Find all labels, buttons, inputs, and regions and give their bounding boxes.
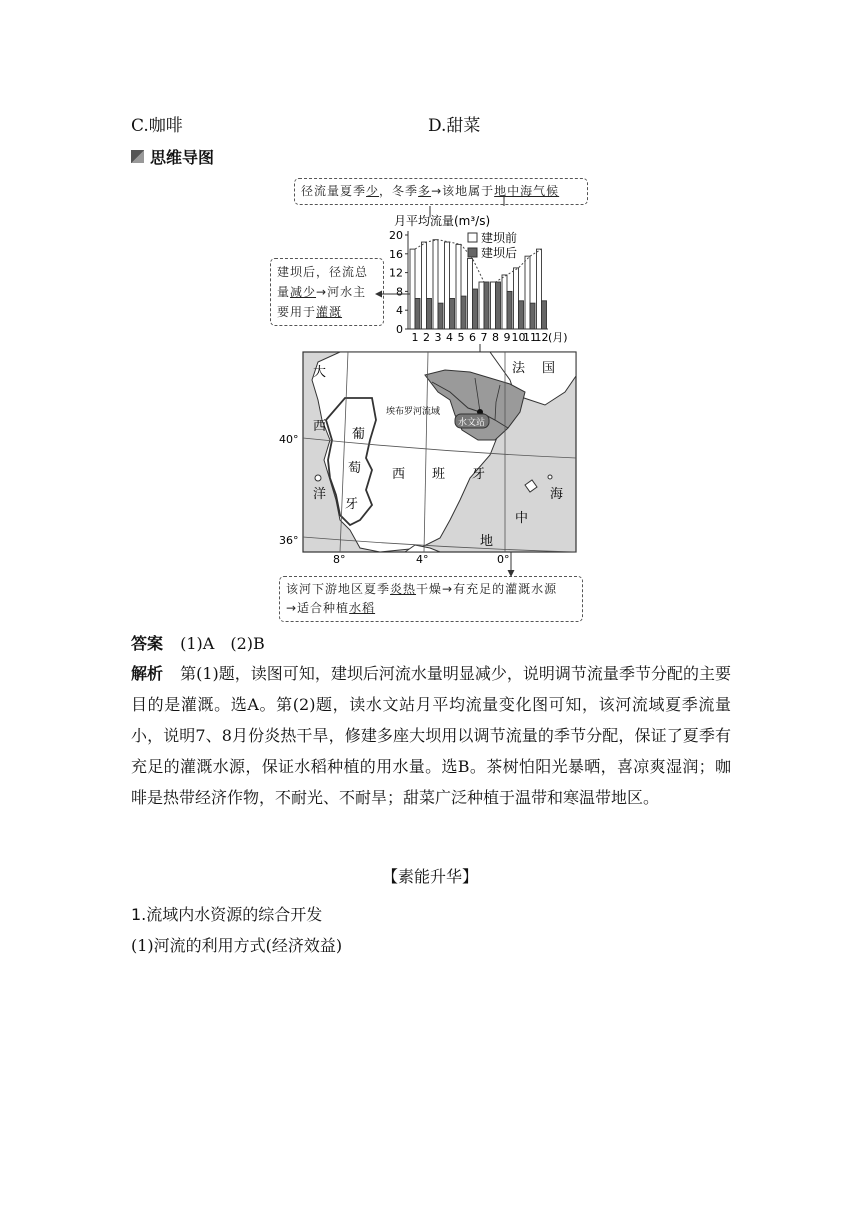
y-tick-label: 20 xyxy=(389,229,403,242)
box-text: 该河下游地区夏季 xyxy=(286,582,391,596)
lon-4: 4° xyxy=(416,553,429,566)
x-tick-label: 11 xyxy=(523,331,537,344)
bar-before xyxy=(433,240,438,329)
legend-swatch-before xyxy=(468,233,477,242)
box-text: 要用于 xyxy=(277,305,317,319)
box-underline: 炎热 xyxy=(390,582,417,596)
x-tick-label: 5 xyxy=(457,331,465,344)
label-tao: 萄 xyxy=(348,461,362,476)
bars xyxy=(410,240,547,329)
answer-text: (1)A (2)B xyxy=(180,634,265,653)
subheading-1: 1.流域内水资源的综合开发 xyxy=(131,905,323,924)
bar-after xyxy=(496,282,501,329)
bar-after xyxy=(542,301,547,329)
flow-chart xyxy=(389,213,568,344)
box-text: 径流量夏季 xyxy=(301,184,367,198)
section-title: 思维导图 xyxy=(150,148,215,167)
bar-after xyxy=(427,298,432,329)
x-tick-label: 8 xyxy=(492,331,499,344)
x-tick-label: 12 xyxy=(534,331,549,344)
y-tick-label: 8 xyxy=(396,285,403,299)
bar-before xyxy=(502,275,507,329)
x-tick-label: 4 xyxy=(446,331,453,344)
answer-line xyxy=(131,628,731,659)
bar-before xyxy=(410,249,415,329)
label-xi: 西 xyxy=(313,419,327,434)
box-underline: 地中海气候 xyxy=(494,184,560,198)
bar-after xyxy=(484,282,489,329)
box-underline: 少 xyxy=(366,184,380,198)
y-tick-label: 0 xyxy=(396,323,403,336)
label-zhong: 中 xyxy=(515,511,529,526)
x-tick-label: 2 xyxy=(423,331,430,344)
label-yang: 洋 xyxy=(313,487,327,502)
label-fa: 法 xyxy=(512,361,526,376)
box-underline: 减少 xyxy=(290,285,317,299)
bar-before xyxy=(468,259,473,330)
x-tick-label: 6 xyxy=(469,331,476,344)
box-underline: 多 xyxy=(418,184,432,198)
analysis-label: 解析 xyxy=(131,664,164,683)
bar-before xyxy=(479,282,484,329)
bar-after xyxy=(415,298,420,329)
bar-after xyxy=(473,289,478,329)
answer-label: 答案 xyxy=(131,634,164,653)
bar-before xyxy=(537,249,542,329)
bar-before xyxy=(525,256,530,329)
box-text: ，冬季 xyxy=(379,184,419,198)
y-tick-label: 16 xyxy=(389,247,403,261)
x-tick-label: 7 xyxy=(480,331,488,344)
box-text: 干燥→有充足的灌溉水源 xyxy=(416,582,558,596)
legend-swatch-after xyxy=(468,248,477,257)
label-guo: 国 xyxy=(542,361,556,376)
x-tick-label: 1 xyxy=(411,331,419,344)
x-unit-label: (月) xyxy=(548,331,568,344)
bar-after xyxy=(461,296,466,329)
island xyxy=(548,475,552,479)
bar-before xyxy=(491,282,496,329)
island xyxy=(315,475,321,481)
x-tick-label: 3 xyxy=(434,331,442,344)
option-d: D.甜菜 xyxy=(428,116,481,136)
analysis-text: 第(1)题，读图可知，建坝后河流水量明显减少，说明调节流量季节分配的主要目的是灌溉。选A。第(2)题，读水文站月平均流量变化图可知，该河流域夏季流量小，说明7、8月份炎热干旱，修建多座大坝用以调节流量的季节分配，保证了夏季有充足的灌溉水源，保证水稻种植的用水量。选B。茶树怕阳光暴晒，喜凉爽湿润；咖啡是热带经济作物，不耐光、不耐旱；甜菜广泛种植于温带和寒温带地区。 xyxy=(131,664,731,807)
box-text: →该地属于 xyxy=(431,184,495,198)
lat-36: 36° xyxy=(279,534,299,547)
box-underline: 灌溉 xyxy=(316,305,343,319)
subheading-2: (1)河流的利用方式(经济效益) xyxy=(131,936,343,955)
label-pu: 葡 xyxy=(352,427,366,442)
box-underline: 水稻 xyxy=(349,601,376,615)
y-tick-label: 12 xyxy=(389,266,403,280)
lon-0: 0° xyxy=(497,553,510,566)
option-c: C.咖啡 xyxy=(131,116,183,136)
x-tick-label: 9 xyxy=(503,331,511,344)
bar-before xyxy=(422,242,427,329)
bar-after xyxy=(450,298,455,329)
label-hai: 海 xyxy=(550,487,564,502)
bar-before xyxy=(514,268,519,329)
box-text: →适合种植 xyxy=(286,601,350,615)
x-tick-label: 10 xyxy=(511,331,526,344)
label-ban: 班 xyxy=(432,467,446,482)
iberia-map xyxy=(279,352,576,566)
bar-before xyxy=(445,242,450,329)
label-da: 大 xyxy=(313,365,327,380)
box-text: 建坝后，径流总 xyxy=(277,265,369,279)
x-axis xyxy=(408,329,568,344)
label-ya: 牙 xyxy=(345,497,359,512)
y-axis xyxy=(389,229,408,336)
label-di: 地 xyxy=(480,534,494,549)
box-text: 量 xyxy=(277,285,291,299)
station-label: 水文站 xyxy=(458,418,486,428)
y-tick-label: 4 xyxy=(396,304,403,318)
bar-after xyxy=(519,301,524,329)
bar-after xyxy=(530,303,535,329)
lon-8: 8° xyxy=(333,553,346,566)
chart-title: 月平均流量(m³/s) xyxy=(394,214,491,228)
bar-after xyxy=(507,291,512,329)
label-ya2: 牙 xyxy=(472,467,486,482)
upgrade-title: 【素能升华】 xyxy=(381,867,478,886)
label-xi2: 西 xyxy=(392,467,406,482)
bar-after xyxy=(438,303,443,329)
legend-before: 建坝前 xyxy=(481,231,518,245)
analysis-paragraph xyxy=(131,658,731,813)
lat-40: 40° xyxy=(279,433,299,446)
legend-after: 建坝后 xyxy=(481,246,518,260)
box-text: →河水主 xyxy=(316,285,367,299)
bar-before xyxy=(456,244,461,329)
basin-label: 埃布罗河流域 xyxy=(386,407,441,417)
